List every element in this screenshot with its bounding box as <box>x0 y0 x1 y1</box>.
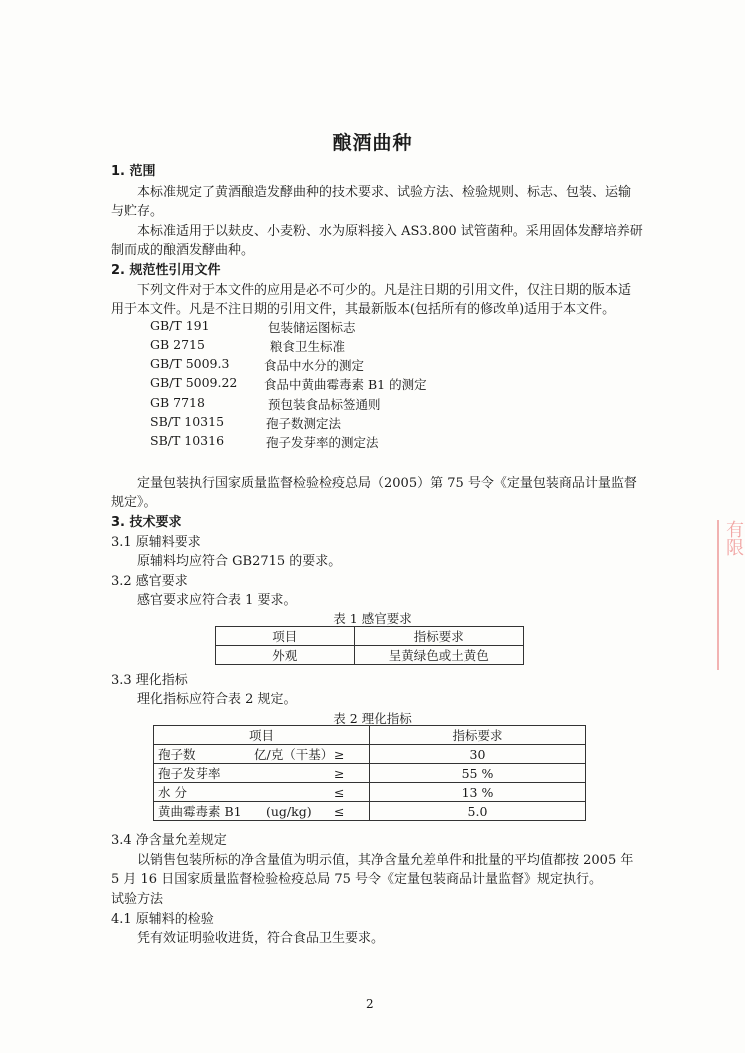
reference-code: GB 7718 <box>150 395 205 410</box>
item-name: 孢子发芽率 <box>158 766 221 781</box>
reference-title: 孢子发芽率的测定法 <box>266 435 379 450</box>
table-cell <box>154 764 370 783</box>
item-operator: ≤ <box>334 804 345 819</box>
stamp-text: 有限 <box>717 520 743 670</box>
table-header-cell: 指标要求 <box>354 627 523 646</box>
reference-code: GB 2715 <box>150 337 205 352</box>
item-name: 水 分 <box>158 785 187 800</box>
table-row <box>154 802 586 821</box>
table-cell <box>154 745 370 764</box>
table-cell: 外观 <box>216 646 355 665</box>
section-3-3-heading: 3.3 理化指标 <box>111 673 188 688</box>
table-cell <box>154 783 370 802</box>
table-cell: 55 % <box>370 764 586 783</box>
section-1-paragraph-2-line-2: 制而成的酿酒发酵曲种。 <box>111 243 255 258</box>
table-2-caption: 表 2 理化指标 <box>333 711 412 726</box>
page-title: 酿酒曲种 <box>332 132 413 154</box>
item-unit: 亿/克（干基） <box>254 747 334 762</box>
item-operator: ≤ <box>334 785 345 800</box>
table-row <box>154 726 586 745</box>
section-1-paragraph-2-line-1: 本标准适用于以麸皮、小麦粉、水为原料接入 AS3.800 试管菌种。采用固体发酵培养研 <box>137 224 643 239</box>
section-1-paragraph-1-line-1: 本标准规定了黄酒酿造发酵曲种的技术要求、试验方法、检验规则、标志、包装、运输 <box>137 185 632 200</box>
item-operator: ≥ <box>334 747 345 762</box>
table-1-caption: 表 1 感官要求 <box>333 611 412 626</box>
reference-code: SB/T 10316 <box>150 433 225 448</box>
reference-code: GB/T 5009.3 <box>150 356 230 371</box>
section-1-heading: 1. 范围 <box>111 164 156 179</box>
section-4-1-heading: 4.1 原辅料的检验 <box>111 912 214 927</box>
table-2 <box>153 725 586 821</box>
reference-title: 食品中黄曲霉毒素 B1 的测定 <box>264 377 427 392</box>
section-2-heading: 2. 规范性引用文件 <box>111 263 221 278</box>
reference-title: 粮食卫生标准 <box>270 339 346 354</box>
table-row <box>154 783 586 802</box>
table-header-cell: 指标要求 <box>370 726 586 745</box>
section-3-4-heading: 3.4 净含量允差规定 <box>111 833 227 848</box>
table-header-cell: 项目 <box>216 627 355 646</box>
table-row <box>216 627 524 646</box>
reference-code: GB/T 5009.22 <box>150 375 238 390</box>
section-3-2-heading: 3.2 感官要求 <box>111 574 188 589</box>
section-1-paragraph-1-line-2: 与贮存。 <box>111 204 164 219</box>
reference-title: 孢子数测定法 <box>266 416 342 431</box>
item-unit: (ug/kg) <box>266 804 312 819</box>
table-cell: 13 % <box>370 783 586 802</box>
section-4-1-text: 凭有效证明验收进货，符合食品卫生要求。 <box>137 931 385 946</box>
section-3-4-line-2: 5 月 16 日国家质量监督检验检疫总局 75 号令《定量包装商品计量监督》规定执行。 <box>111 872 603 887</box>
section-2-paragraph-2-line-2: 规定》。 <box>111 495 157 510</box>
table-row <box>216 646 524 665</box>
section-2-paragraph-2-line-1: 定量包装执行国家质量监督检验检疫总局（2005）第 75 号令《定量包装商品计量监督 <box>137 476 637 491</box>
table-cell: 30 <box>370 745 586 764</box>
section-4-heading: 试验方法 <box>111 892 164 907</box>
table-row <box>154 764 586 783</box>
table-cell: 5.0 <box>370 802 586 821</box>
page-number: 2 <box>366 997 374 1011</box>
table-row <box>154 745 586 764</box>
item-name: 黄曲霉毒素 B1 <box>158 804 242 819</box>
table-header-cell: 项目 <box>154 726 370 745</box>
section-2-paragraph-1-line-2: 用于本文件。凡是不注日期的引用文件，其最新版本(包括所有的修改单)适用于本文件。 <box>111 302 616 317</box>
section-2-paragraph-1-line-1: 下列文件对于本文件的应用是必不可少的。凡是注日期的引用文件，仅注日期的版本适 <box>137 283 632 298</box>
section-3-1-heading: 3.1 原辅料要求 <box>111 535 201 550</box>
reference-title: 包装储运图标志 <box>268 320 356 335</box>
reference-code: SB/T 10315 <box>150 414 225 429</box>
item-name: 孢子数 <box>158 747 196 762</box>
reference-code: GB/T 191 <box>150 318 210 333</box>
section-3-heading: 3. 技术要求 <box>111 515 182 530</box>
table-1 <box>215 626 524 665</box>
reference-title: 预包装食品标签通则 <box>268 397 381 412</box>
table-cell <box>154 802 370 821</box>
item-operator: ≥ <box>334 766 345 781</box>
table-cell: 呈黄绿色或土黄色 <box>354 646 523 665</box>
red-stamp-fragment <box>717 520 745 670</box>
reference-title: 食品中水分的测定 <box>264 358 365 373</box>
section-3-1-text: 原辅料均应符合 GB2715 的要求。 <box>137 554 342 569</box>
section-3-4-line-1: 以销售包装所标的净含量值为明示值，其净含量允差单件和批量的平均值都按 2005 年 <box>137 853 634 868</box>
section-3-3-text: 理化指标应符合表 2 规定。 <box>137 692 297 707</box>
section-3-2-text: 感官要求应符合表 1 要求。 <box>137 593 297 608</box>
